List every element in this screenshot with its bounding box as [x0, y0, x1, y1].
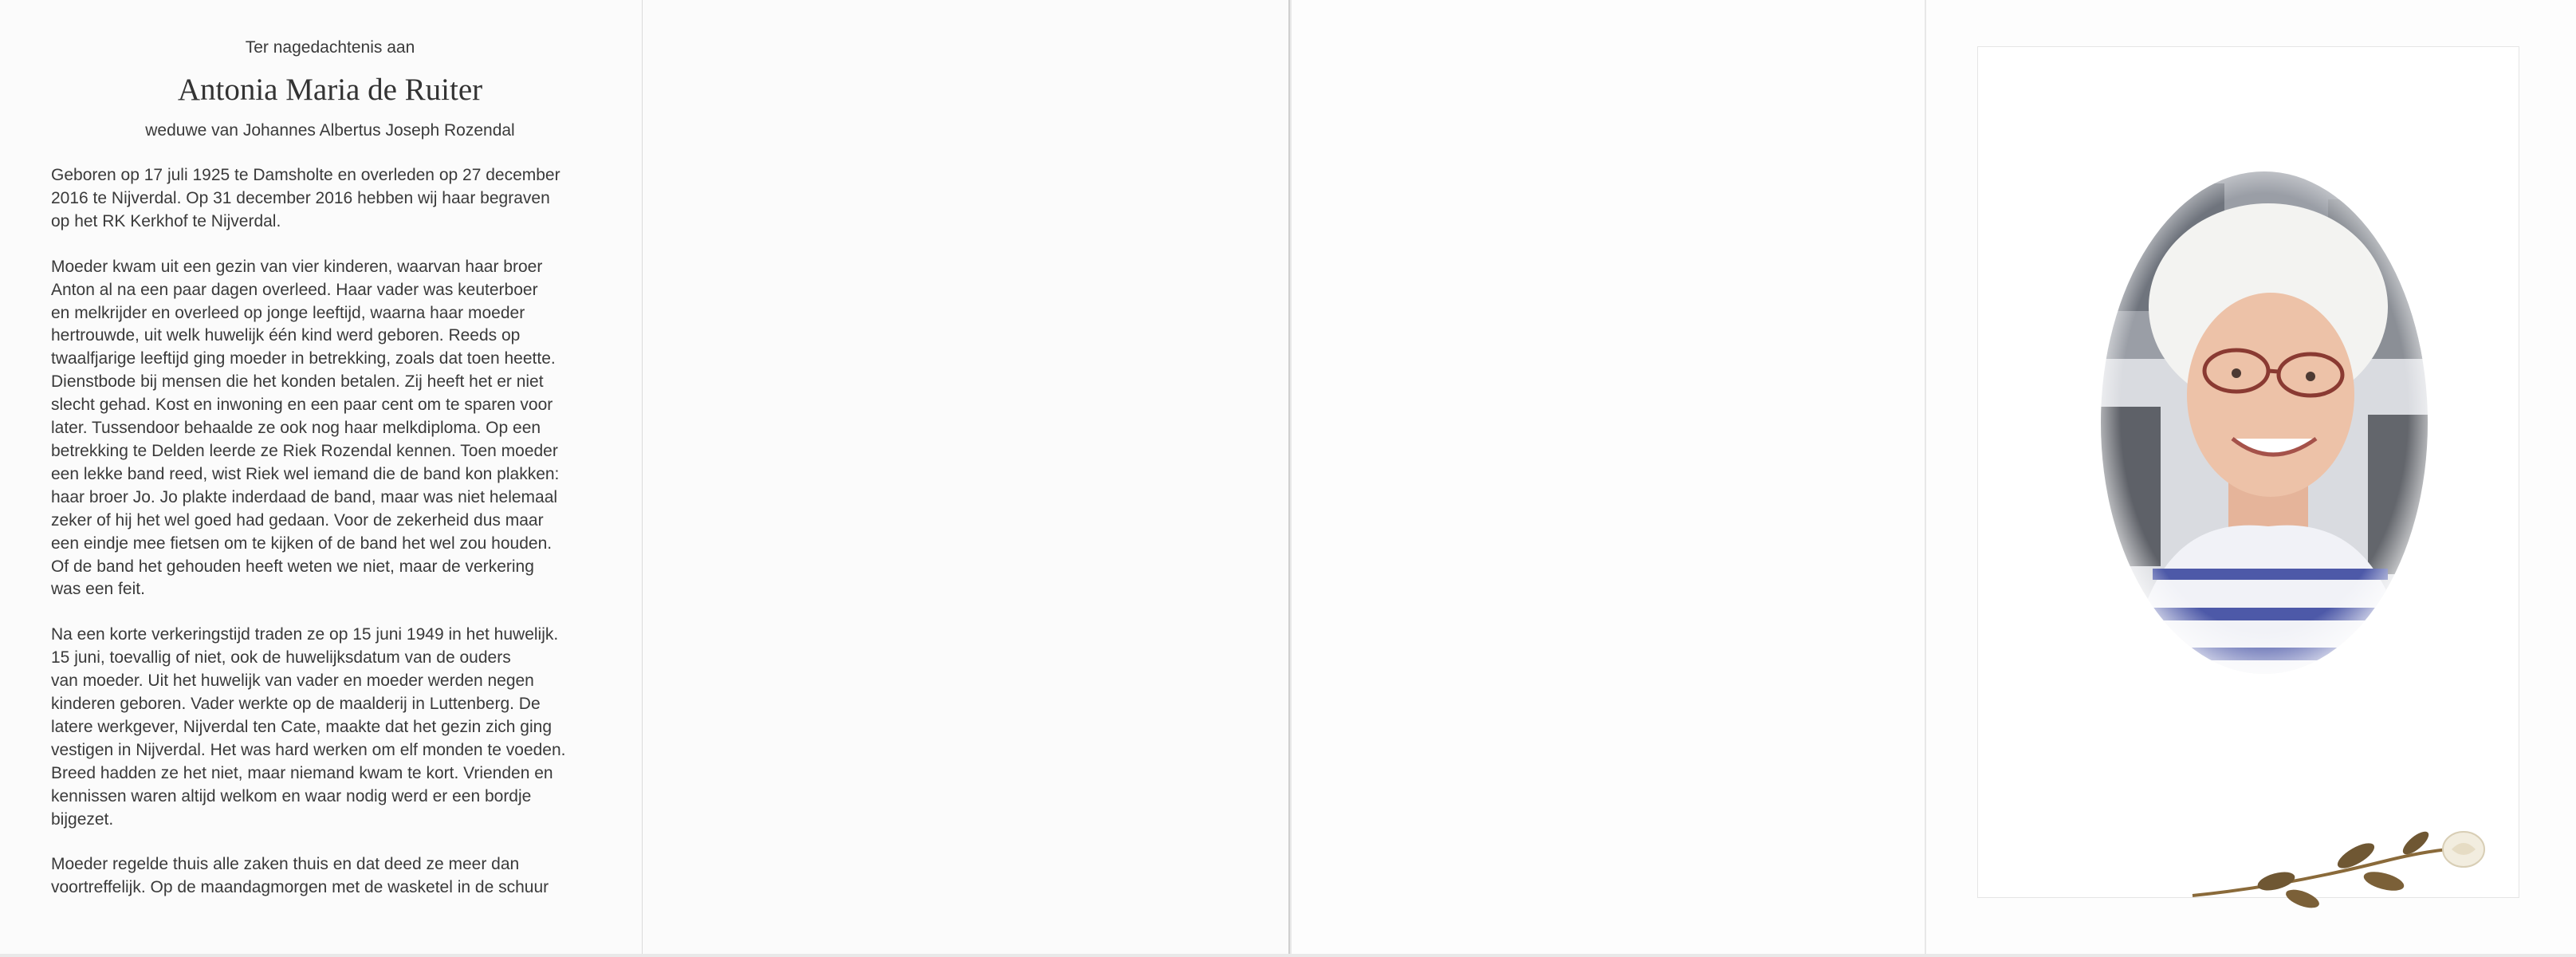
text-line: en melkrijder en overleed op jonge leeftijd, waarna haar moeder: [51, 303, 525, 322]
text-line: 15 juni, toevallig of niet, ook de huwelijksdatum van de ouders: [51, 648, 511, 668]
text-line: op het RK Kerkhof te Nijverdal.: [51, 211, 281, 230]
text-line: 2016 te Nijverdal. Op 31 december 2016 hebben wij haar begraven: [51, 188, 550, 207]
text-line: Na een korte verkeringstijd traden ze op 15 juni 1949 in het huwelijk.: [51, 625, 559, 644]
biography-paragraph: [51, 164, 609, 234]
text-line: betrekking te Delden leerde ze Riek Rozendal kennen. Toen moeder: [51, 441, 558, 460]
text-line: kennissen waren altijd welkom en waar nodig werd er een bordje: [51, 786, 532, 805]
biography-paragraph: [51, 624, 609, 831]
text-line: zeker of hij het wel goed had gedaan. Voor de zekerheid dus maar: [51, 510, 544, 530]
text-line: Of de band het gehouden heeft weten we niet, maar de verkering: [51, 557, 534, 576]
text-line: Moeder regelde thuis alle zaken thuis en dat deed ze meer dan: [51, 855, 520, 874]
text-line: Moeder kwam uit een gezin van vier kinderen, waarvan haar broer: [51, 257, 543, 276]
text-line: een lekke band reed, wist Riek wel iemand die de band kon plakken:: [51, 464, 560, 483]
text-line: Anton al na een paar dagen overleed. Haar vader was keuterboer: [51, 280, 538, 299]
text-line: haar broer Jo. Jo plakte inderdaad de band, maar was niet helemaal: [51, 487, 558, 506]
text-line: Dienstbode bij mensen die het konden betalen. Zij heeft het er niet: [51, 372, 544, 392]
portrait-photo: [2097, 167, 2432, 678]
biography-paragraph: [51, 853, 609, 900]
text-line: kinderen geboren. Vader werkte op de maalderij in Luttenberg. De: [51, 695, 541, 714]
text-line: voortreffelijk. Op de maandagmorgen met de wasketel in de schuur: [51, 878, 549, 897]
card-page-blank: [1292, 0, 1925, 954]
text-line: was een feit.: [51, 580, 145, 599]
text-line: Breed hadden ze het niet, maar niemand kwam te kort. Vrienden en: [51, 763, 553, 782]
text-line: Geboren op 17 juli 1925 te Damsholte en overleden op 27 december: [51, 166, 560, 184]
text-line: vestigen in Nijverdal. Het was hard werken om elf monden te voeden.: [51, 740, 566, 759]
text-line: een eindje mee fietsen om te kijken of de band het wel zou houden.: [51, 534, 553, 553]
biography-paragraph: [51, 256, 609, 602]
biography-column-left: [51, 164, 609, 900]
text-line: bijgezet.: [51, 809, 114, 829]
text-line: later. Tussendoor behaalde ze ook nog haar melkdiploma. Op een: [51, 419, 541, 438]
text-line: slecht gehad. Kost en inwoning en een paar cent om te sparen voor: [51, 396, 553, 415]
text-line: latere werkgever, Nijverdal ten Cate, maakte dat het gezin zich ging: [51, 717, 553, 736]
widow-line: weduwe van Johannes Albertus Joseph Rozendal: [145, 121, 515, 140]
card-page-left: [0, 0, 643, 954]
card-page-middle: [643, 0, 1290, 954]
deceased-name: Antonia Maria de Ruiter: [177, 73, 483, 107]
text-line: twaalfjarige leeftijd ging moeder in betrekking, zoals dat toen heette.: [51, 349, 556, 368]
text-line: van moeder. Uit het huwelijk van vader en moeder werden negen: [51, 671, 534, 691]
memorial-intro: Ter nagedachtenis aan: [245, 38, 415, 57]
rose-icon: [2185, 825, 2488, 913]
text-line: hertrouwde, uit welk huwelijk één kind werd geboren. Reeds op: [51, 326, 521, 345]
